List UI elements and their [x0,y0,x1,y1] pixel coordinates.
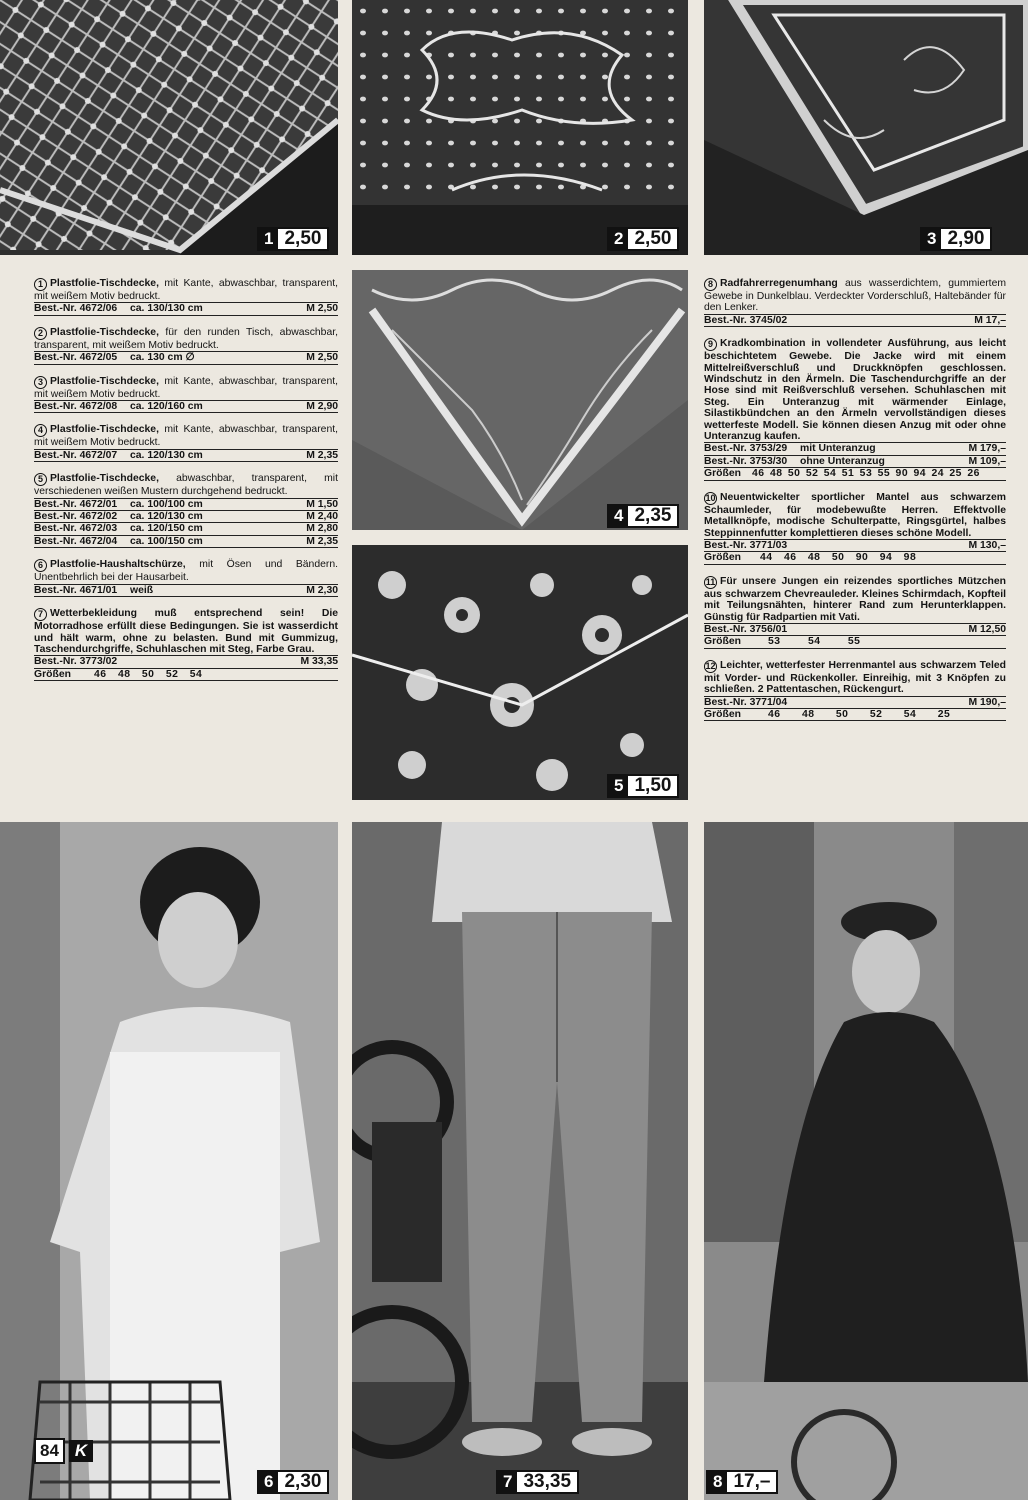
order-row [34,302,338,315]
order-price: M 2,35 [306,449,338,461]
product-description [704,278,1006,314]
order-number: Best.-Nr. 4672/02 [34,511,118,523]
order-row [34,400,338,413]
order-number: Best.-Nr. 3756/01 [704,623,788,635]
order-row [34,655,338,667]
product-lead: Wetterbekleidung muß entsprechend sein! Die [50,608,338,620]
tablecloth-floral-pattern [352,545,688,800]
photo-cyclist-cape [704,822,1028,1500]
price-tag-number: 1 [259,229,278,249]
product-text: aus schwarzem Chevreauleder. Kleines Schirmdach, Kopfteil mit Teilungsnähten, hinterer Rand zum Herunterklappen. Günstig für Radpartien mit Vati. [704,588,1006,623]
price-tag-2 [607,227,679,251]
order-row [704,442,1006,454]
price-tag-number: 6 [259,1472,278,1492]
order-price: M 12,50 [968,623,1006,635]
product-title: Plastfolie-Tischdecke, [50,326,159,338]
product-text: erfüllt diese Bedingungen. Sie ist wasserdicht und hält warm, ohne zu belasten. Bund mit Gummizug, Taschendurchgriffe, Schuhlaschen mit Steg, Farbe Grau. [34,621,339,655]
product-description [704,338,1006,442]
product-description [704,492,1006,539]
item-number-badge: 3 [34,376,47,389]
product-title: Mützchen [958,575,1006,587]
product-entry-8 [704,278,1006,327]
size-list: 46 48 50 52 54 25 [768,708,951,720]
motorcycle-trousers-illustration [352,822,688,1500]
size-label: Größen [704,468,741,480]
size-list: 44 46 48 50 90 94 98 [760,552,917,564]
size-list: 46 48 50 52 54 51 53 55 90 94 24 25 26 [752,468,980,480]
price-tag-value: 33,35 [523,1471,572,1492]
order-number: Best.-Nr. 4672/03 [34,523,118,535]
product-description [34,559,338,583]
price-tag-7 [496,1470,579,1494]
product-title: Radfahrerregenumhang [720,278,838,289]
price-tag-value: 1,50 [634,775,672,796]
order-price: M 33,35 [300,656,338,668]
item-number-badge: 11 [705,576,716,587]
order-price: M 130,– [968,539,1006,551]
product-title: Plastfolie-Tischdecke, [50,278,159,289]
product-entry-4 [34,424,338,462]
order-price: M 109,– [968,455,1006,467]
product-title: Motorradhose [34,621,104,633]
order-number: Best.-Nr. 3745/02 [704,314,788,326]
price-tag-value: 17,– [733,1471,771,1492]
product-text: aus wasserdichtem, gummiertem Gewebe in Dunkelblau. Verdeckter Vorderschluß, Haltebänder für den Lenker. [704,278,1007,314]
price-tag-1 [257,227,329,251]
product-lead: Für unsere Jungen ein reizendes sportliches [720,575,953,587]
order-row [704,539,1006,551]
product-entry-9 [704,338,1006,480]
order-price: M 2,90 [306,401,338,413]
item-number-badge: 2 [34,327,47,340]
photo-tablecloth-3 [704,0,1028,255]
size-list: 46 48 50 52 54 [94,668,203,680]
order-row [34,522,338,534]
product-title: Plastfolie-Haushaltschürze, [50,559,186,571]
product-description [34,608,338,655]
price-tag-6 [257,1470,329,1494]
page-number: 84 [34,1438,65,1464]
order-size: ca. 120/130 cm [130,449,203,461]
order-row [34,449,338,462]
order-row [34,535,338,548]
product-entry-7 [34,608,338,681]
product-description [34,424,338,448]
tablecloth-border-pattern [704,0,1028,255]
product-text: mit Kante, abwaschbar, transparent, mit weißem Motiv bedruckt. [34,424,339,449]
photo-motorcycle-trousers [352,822,688,1500]
product-text: abwaschbar, transparent, mit verschiedenen weißen Mustern durchgehend bedruckt. [34,473,339,498]
item-number-badge: 7 [34,608,47,621]
tablecloth-dot-pattern [352,0,688,255]
order-price: M 179,– [968,443,1006,455]
product-text: Neuentwickelter sportlicher Mantel aus schwarzem Schaumleder, für modebewußte Herren. Effektvolle Metallknöpfe, modische Schulterpatte, Ringsgürtel, halbes Steppinnenfutter komplettieren dieses schöne Modell. [704,491,1006,539]
order-number: Best.-Nr. 4671/01 [34,584,118,596]
item-number-badge: 12 [705,660,716,671]
size-label: Größen [34,668,71,680]
order-row [34,510,338,522]
photo-tablecloth-4 [352,270,688,530]
order-number: Best.-Nr. 3753/30 [704,455,788,467]
product-description [704,660,1006,696]
order-number: Best.-Nr. 4672/08 [34,401,118,413]
product-entry-2 [34,327,338,365]
item-number-badge: 4 [34,424,47,437]
product-text: aus schwarzem Teled mit Vorder- und Rückenkoller. Einreihig, mit 3 Knöpfen zu schließen. 2 Pattentaschen, Rückengurt. [704,659,1007,696]
size-label: Größen [704,636,741,648]
page-footer [34,1438,93,1464]
left-text-column [34,278,338,692]
order-number: Best.-Nr. 4672/01 [34,498,118,510]
order-price: M 2,50 [306,303,338,315]
product-description [34,473,338,497]
product-description [34,376,338,400]
price-tag-value: 2,30 [284,1471,322,1492]
product-entry-5 [34,473,338,548]
order-price: M 2,40 [306,511,338,523]
price-tag-number: 2 [609,229,628,249]
item-number-badge: 10 [705,492,716,503]
order-row [34,498,338,510]
product-text: mit Ösen und Bändern. Unentbehrlich bei der Hausarbeit. [34,559,338,584]
publisher-logo: K [69,1440,93,1462]
price-tag-value: 2,50 [634,228,672,249]
order-number: Best.-Nr. 4672/04 [34,535,118,547]
order-row [704,455,1006,467]
product-text: in vollendeter Ausführung, aus leicht beschichtetem Gewebe. Die Jacke wird mit einem Mittelreißverschluß und Druckknöpfen geschlossen. Windschutz in den Ärmeln. Die Taschendurchgriffe an der Hose sind mit Reißverschluß versehen. Schuhlaschen mit Steg. Ein Unteranzug mit wärmender Einlage, Silastikbündchen an den Ärmeln vervollständigen dieses wetterfeste Modell. Sie können diesen Anzug mit oder ohne Unteranzug kaufen. [704,338,1006,443]
product-description [704,576,1006,623]
product-lead: Leichter, wetterfester [720,659,826,671]
price-tag-number: 4 [609,506,628,526]
product-entry-12 [704,660,1006,722]
order-number: Best.-Nr. 4672/06 [34,303,118,315]
photo-tablecloth-2 [352,0,688,255]
product-description [34,278,338,302]
order-price: M 190,– [968,696,1006,708]
product-text: für den runden Tisch, abwaschbar, transparent, mit weißem Motiv bedruckt. [34,326,339,351]
order-variant: ohne Unteranzug [800,455,885,467]
order-number: Best.-Nr. 3753/29 [704,443,788,455]
right-text-column [704,278,1006,732]
product-entry-1 [34,278,338,316]
item-number-badge: 9 [704,338,717,351]
order-row [704,696,1006,708]
product-title: Plastfolie-Tischdecke, [50,473,159,485]
product-text: mit Kante, abwaschbar, transparent, mit weißem Motiv bedruckt. [34,375,339,400]
product-entry-10 [704,492,1006,565]
order-price: M 1,50 [306,498,338,510]
product-entry-6 [34,559,338,597]
size-row [704,708,1006,721]
tablecloth-wave-pattern [352,270,688,530]
size-list: 53 54 55 [768,636,861,648]
product-title: Kradkombination [720,338,806,350]
order-row [34,584,338,597]
order-number: Best.-Nr. 4672/07 [34,449,118,461]
tablecloth-grid-pattern [0,0,338,255]
item-number-badge: 5 [34,473,47,486]
order-size: ca. 120/130 cm [130,511,203,523]
order-price: M 2,30 [306,584,338,596]
order-price: M 2,80 [306,523,338,535]
size-label: Größen [704,552,741,564]
order-row [704,623,1006,635]
size-row [704,467,1006,480]
price-tag-3 [920,227,992,251]
price-tag-value: 2,35 [634,505,672,526]
order-price: M 2,35 [306,535,338,547]
price-tag-number: 7 [498,1472,517,1492]
order-size: weiß [130,584,154,596]
order-price: M 2,50 [306,352,338,364]
price-tag-number: 3 [922,229,941,249]
product-description [34,327,338,351]
item-number-badge: 6 [34,559,47,572]
product-entry-3 [34,376,338,414]
price-tag-8 [706,1470,778,1494]
size-row [704,551,1006,564]
order-number: Best.-Nr. 3771/04 [704,696,788,708]
order-number: Best.-Nr. 3773/02 [34,656,118,668]
order-size: ca. 120/150 cm [130,523,203,535]
product-text: mit Kante, abwaschbar, transparent, mit weißem Motiv bedruckt. [34,278,339,302]
order-size: ca. 130 cm ∅ [130,352,195,364]
order-number: Best.-Nr. 3771/03 [704,539,788,551]
order-number: Best.-Nr. 4672/05 [34,352,118,364]
size-label: Größen [704,708,741,720]
product-entry-11 [704,576,1006,649]
woman-with-apron-illustration [0,822,338,1500]
product-title: Plastfolie-Tischdecke, [50,424,159,436]
order-size: ca. 100/100 cm [130,498,203,510]
price-tag-value: 2,90 [947,228,985,249]
photo-woman-apron [0,822,338,1500]
photo-tablecloth-1 [0,0,338,255]
cyclist-rain-cape-illustration [704,822,1028,1500]
size-row [704,635,1006,648]
price-tag-number: 8 [708,1472,727,1492]
price-tag-number: 5 [609,776,628,796]
item-number-badge: 1 [34,278,47,291]
price-tag-4 [607,504,679,528]
order-size: ca. 120/160 cm [130,401,203,413]
order-row [704,314,1006,327]
order-variant: mit Unteranzug [800,443,876,455]
order-size: ca. 130/130 cm [130,303,203,315]
price-tag-value: 2,50 [284,228,322,249]
order-price: M 17,– [974,314,1006,326]
product-title: Plastfolie-Tischdecke, [50,375,159,387]
order-row [34,351,338,364]
order-size: ca. 100/150 cm [130,535,203,547]
price-tag-5 [607,774,679,798]
size-row [34,668,338,681]
photo-tablecloth-5 [352,545,688,800]
product-title: Herrenmantel [828,659,896,671]
item-number-badge: 8 [704,278,717,291]
